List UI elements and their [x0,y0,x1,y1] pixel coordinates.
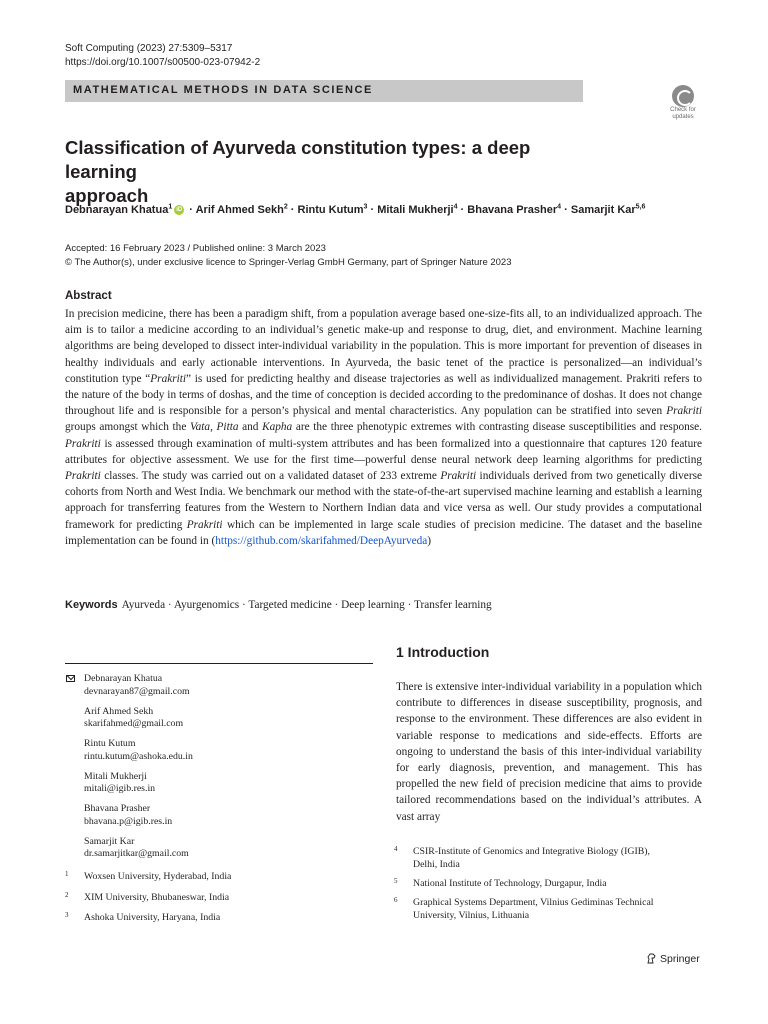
introduction-text: There is extensive inter-individual variability in a population which contribute to differences in disease susceptibility, prognosis, and response to the environment. These differences are also evident in variable response to medications and side-effects. Efforts are ongoing to understand the basis of this inter-individual variability for early diagnosis, prevention, and management. This has propelled the new field of precision medicine that aims to provide tailored recommendations based on the individual’s attributes. A vast array [396,681,702,823]
email-link[interactable]: dr.samarjitkar@gmail.com [84,848,189,859]
copyright-line: © The Author(s), under exclusive licence to Springer-Verlag GmbH Germany, part of Springer Nature 2023 [65,257,512,268]
author-name: Rintu Kutum [297,204,364,216]
contact-entry: Samarjit Kar dr.samarjitkar@gmail.com [65,836,375,861]
footnote-divider [65,663,373,664]
author-name: Samarjit Kar [570,204,636,216]
author-list: Debnarayan Khatua$^1$ iD · Arif Ahmed Sekh$^2$ · Rintu Kutum$^3$ · Mitali Mukherji$^4$ · Bhavana Prasher$^4$ · Samarjit Kar$^{5,6}$ [65,203,646,216]
publisher-name: Springer [660,953,700,965]
author-name: Arif Ahmed Sekh [195,204,284,216]
email-link[interactable]: devnarayan87@gmail.com [84,685,190,697]
updates-label: Check for updates [670,107,696,120]
article-title: Classification of Ayurveda constitution types: a deep learning approach [65,137,531,206]
author-contacts [65,673,375,868]
email-link[interactable]: rintu.kutum@ashoka.edu.in [84,750,193,762]
author-name: Debnarayan Khatua [65,204,169,216]
contact-entry: Rintu Kutum rintu.kutum@ashoka.edu.in [65,738,375,763]
dataset-link[interactable]: https://github.com/skarifahmed/DeepAyurveda [215,534,428,547]
contact-entry: Arif Ahmed Sekh skarifahmed@gmail.com [65,706,375,731]
orcid-icon[interactable]: iD [176,207,183,214]
updates-icon [672,85,694,107]
publication-dates [65,242,512,270]
email-link[interactable]: bhavana.p@igib.res.in [84,815,173,827]
publisher-logo [647,953,700,966]
email-link[interactable]: mitali@igib.res.in [84,783,156,794]
springer-horse-icon [647,953,656,964]
contact-entry: Mitali Mukherji mitali@igib.res.in [65,771,375,796]
contact-entry: Debnarayan Khatua devnarayan87@gmail.com [65,673,375,698]
journal-citation: Soft Computing (2023) 27:5309–5317 [65,43,233,54]
author-name: Bhavana Prasher [467,204,558,216]
author-name: Mitali Mukherji [377,204,454,216]
contact-entry: Bhavana Prasher bhavana.p@igib.res.in [65,803,375,828]
keywords [65,598,492,613]
email-link[interactable]: skarifahmed@gmail.com [84,718,184,729]
keywords-label: Keywords [65,599,118,611]
section-banner [65,80,583,102]
keywords-list: Ayurveda · Ayurgenomics · Targeted medicine · Deep learning · Transfer learning [121,599,492,611]
abstract-heading: Abstract [65,290,112,302]
abstract-text: In precision medicine, there has been a paradigm shift, from a population average based one-size-fits all, to an individualized approach. The aim is to tailor a medicine according to an individual’s genetic make-up and response to drug, diet, and environment. Machine learning algorithms are being developed to dissect inter-individual variability in the population. This is more important for prevention of diseases in healthy individuals and early actionable interventions. In Ayurveda, the basic tenet of the practice is personalized—an individual’s constitution type “Prakriti” is used for predicting healthy and disease trajectories as well as individualized management. Prakriti refers to the nature of the body in terms of doshas, and the time of conception is decided according to the predominance of doshas. It does not change throughout life and is responsible for a person’s physical and mental characteristics. Any population can be stratified into seven Prakriti groups amongst which the Vata, Pitta and Kapha are the three phenotypic extremes with contrasting disease susceptibilities and response. Prakriti is assessed through examination of multi-system attributes and has been formalized into a questionnaire that captures 120 feature attributes for objective assessment. We use for the first time—powerful dense neural network deep learning algorithms for predicting Prakriti classes. The study was carried out on a validated dataset of 233 extreme Prakriti individuals derived from two genetically diverse cohorts from North and West India. We benchmark our method with the state-of-the-art supervised machine learning and establish a learning approach for transferring features from the Western to Northern Indian data and vice versa as well. Our study provides a computational framework for predicting Prakriti which can be implemented in large scale studies of precision medicine. The dataset and the baseline implementation can be found in (https://github.com/skarifahmed/DeepAyurveda) [65,308,702,547]
doi-link[interactable]: https://doi.org/10.1007/s00500-023-07942-2 [65,57,261,68]
section-label: MATHEMATICAL METHODS IN DATA SCIENCE [73,84,373,96]
check-for-updates-badge[interactable] [664,85,702,123]
accepted-date: Accepted: 16 February 2023 / Published online: 3 March 2023 [65,243,326,254]
envelope-icon [66,675,75,682]
introduction-heading: 1 Introduction [396,644,490,660]
